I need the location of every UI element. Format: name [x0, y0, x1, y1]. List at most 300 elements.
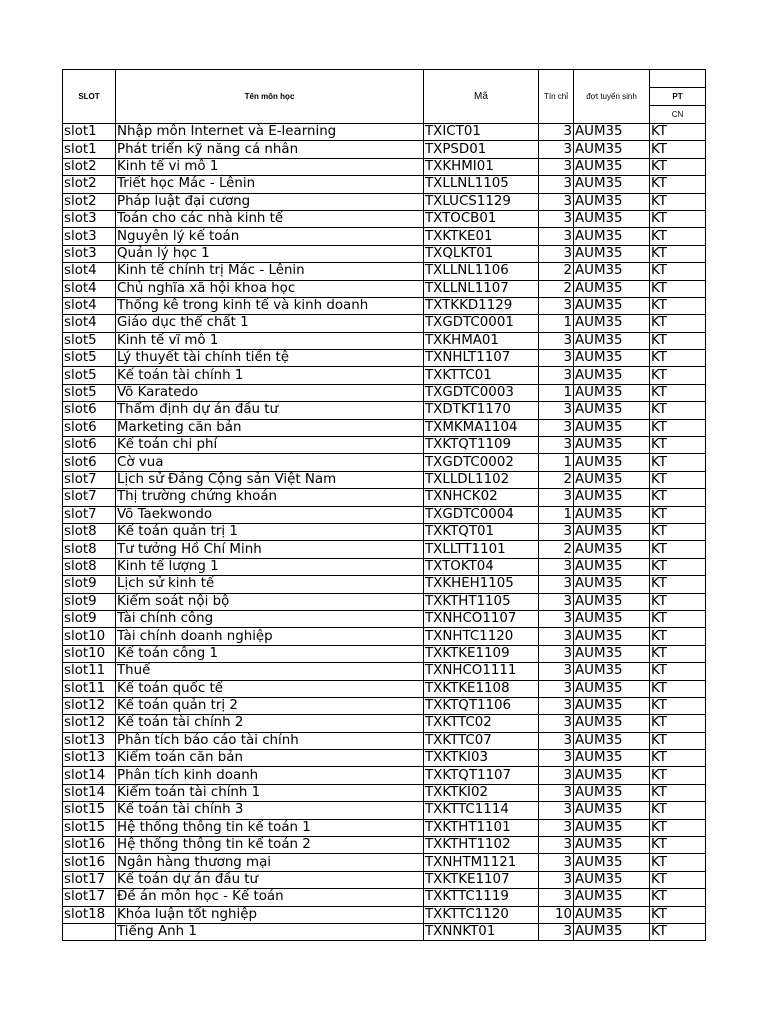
- cell-pt: KT: [650, 297, 706, 314]
- cell-course-name: Kinh tế chính trị Mác - Lênin: [116, 263, 424, 280]
- cell-admission-round: AUM35: [574, 663, 650, 680]
- course-table: [62, 69, 706, 941]
- cell-slot: slot9: [63, 610, 116, 627]
- cell-admission-round: AUM35: [574, 228, 650, 245]
- cell-code: TXKTKE01: [424, 228, 539, 245]
- cell-code: TXNHTC1120: [424, 628, 539, 645]
- table-row: [63, 854, 706, 871]
- cell-admission-round: AUM35: [574, 523, 650, 540]
- cell-code: TXKTQT01: [424, 523, 539, 540]
- cell-admission-round: AUM35: [574, 889, 650, 906]
- cell-course-name: Kế toán quốc tế: [116, 680, 424, 697]
- cell-code: TXGDTC0003: [424, 384, 539, 401]
- cell-code: TXKTTC1119: [424, 889, 539, 906]
- table-row: [63, 245, 706, 262]
- cell-slot: slot16: [63, 854, 116, 871]
- cell-code: TXKTTC07: [424, 732, 539, 749]
- cell-admission-round: AUM35: [574, 819, 650, 836]
- cell-credits: 10: [539, 906, 574, 923]
- table-row: [63, 697, 706, 714]
- cell-slot: slot1: [63, 141, 116, 158]
- header-course-name: Tên môn học: [116, 70, 424, 124]
- cell-course-name: Ngân hàng thương mại: [116, 854, 424, 871]
- cell-slot: slot9: [63, 576, 116, 593]
- cell-pt: KT: [650, 593, 706, 610]
- cell-course-name: Hệ thống thông tin kế toán 1: [116, 819, 424, 836]
- cell-slot: [63, 923, 116, 940]
- cell-credits: 3: [539, 628, 574, 645]
- cell-code: TXLLTT1101: [424, 541, 539, 558]
- table-row: [63, 663, 706, 680]
- cell-admission-round: AUM35: [574, 193, 650, 210]
- cell-code: TXNHLT1107: [424, 350, 539, 367]
- cell-admission-round: AUM35: [574, 332, 650, 349]
- cell-credits: 1: [539, 384, 574, 401]
- cell-course-name: Kế toán dự án đầu tư: [116, 871, 424, 888]
- table-row: [63, 767, 706, 784]
- table-row: [63, 158, 706, 175]
- cell-code: TXTKKD1129: [424, 297, 539, 314]
- table-row: [63, 715, 706, 732]
- cell-admission-round: AUM35: [574, 367, 650, 384]
- cell-credits: 3: [539, 176, 574, 193]
- cell-code: TXQLKT01: [424, 245, 539, 262]
- cell-credits: 3: [539, 802, 574, 819]
- cell-code: TXNHTM1121: [424, 854, 539, 871]
- cell-admission-round: AUM35: [574, 280, 650, 297]
- cell-code: TXPSD01: [424, 141, 539, 158]
- cell-course-name: Võ Karatedo: [116, 384, 424, 401]
- cell-course-name: Tiếng Anh 1: [116, 923, 424, 940]
- cell-pt: KT: [650, 228, 706, 245]
- cell-slot: slot10: [63, 628, 116, 645]
- cell-pt: KT: [650, 367, 706, 384]
- cell-pt: KT: [650, 628, 706, 645]
- cell-pt: KT: [650, 732, 706, 749]
- cell-slot: slot13: [63, 732, 116, 749]
- cell-slot: slot8: [63, 541, 116, 558]
- cell-credits: 3: [539, 402, 574, 419]
- cell-course-name: Cờ vua: [116, 454, 424, 471]
- cell-slot: slot3: [63, 210, 116, 227]
- cell-pt: KT: [650, 402, 706, 419]
- table-row: [63, 506, 706, 523]
- cell-slot: slot4: [63, 280, 116, 297]
- cell-credits: 3: [539, 332, 574, 349]
- table-row: [63, 280, 706, 297]
- cell-slot: slot10: [63, 645, 116, 662]
- table-row: [63, 489, 706, 506]
- table-row: [63, 889, 706, 906]
- cell-admission-round: AUM35: [574, 680, 650, 697]
- cell-course-name: Võ Taekwondo: [116, 506, 424, 523]
- cell-pt: KT: [650, 332, 706, 349]
- cell-pt: KT: [650, 767, 706, 784]
- cell-credits: 3: [539, 871, 574, 888]
- table-row: [63, 384, 706, 401]
- cell-course-name: Kế toán quản trị 2: [116, 697, 424, 714]
- cell-admission-round: AUM35: [574, 593, 650, 610]
- cell-course-name: Nguyên lý kế toán: [116, 228, 424, 245]
- cell-admission-round: AUM35: [574, 558, 650, 575]
- cell-slot: slot2: [63, 193, 116, 210]
- cell-course-name: Toán cho các nhà kinh tế: [116, 210, 424, 227]
- cell-slot: slot3: [63, 228, 116, 245]
- cell-code: TXKTKE1107: [424, 871, 539, 888]
- table-row: [63, 610, 706, 627]
- cell-slot: slot6: [63, 419, 116, 436]
- cell-pt: KT: [650, 193, 706, 210]
- cell-slot: slot16: [63, 837, 116, 854]
- cell-code: TXKTTC01: [424, 367, 539, 384]
- cell-code: TXKTKE1108: [424, 680, 539, 697]
- cell-admission-round: AUM35: [574, 576, 650, 593]
- cell-credits: 2: [539, 541, 574, 558]
- cell-pt: KT: [650, 558, 706, 575]
- cell-slot: slot14: [63, 784, 116, 801]
- table-row: [63, 732, 706, 749]
- cell-pt: KT: [650, 854, 706, 871]
- cell-admission-round: AUM35: [574, 263, 650, 280]
- cell-pt: KT: [650, 871, 706, 888]
- cell-credits: 3: [539, 697, 574, 714]
- table-row: [63, 228, 706, 245]
- cell-code: TXLLNL1107: [424, 280, 539, 297]
- cell-slot: slot5: [63, 384, 116, 401]
- cell-credits: 3: [539, 558, 574, 575]
- cell-admission-round: AUM35: [574, 906, 650, 923]
- cell-pt: KT: [650, 384, 706, 401]
- cell-course-name: Kiểm soát nội bộ: [116, 593, 424, 610]
- cell-pt: KT: [650, 802, 706, 819]
- cell-credits: 3: [539, 750, 574, 767]
- cell-pt: KT: [650, 663, 706, 680]
- cell-credits: 3: [539, 245, 574, 262]
- table-row: [63, 141, 706, 158]
- cell-code: TXKTKE1109: [424, 645, 539, 662]
- cell-course-name: Kiểm toán căn bản: [116, 750, 424, 767]
- cell-slot: slot12: [63, 715, 116, 732]
- cell-course-name: Lịch sử kinh tế: [116, 576, 424, 593]
- cell-admission-round: AUM35: [574, 245, 650, 262]
- cell-course-name: Thống kê trong kinh tế và kinh doanh: [116, 297, 424, 314]
- cell-pt: KT: [650, 715, 706, 732]
- cell-code: TXLLNL1106: [424, 263, 539, 280]
- cell-course-name: Tư tưởng Hồ Chí Minh: [116, 541, 424, 558]
- cell-pt: KT: [650, 610, 706, 627]
- cell-pt: KT: [650, 923, 706, 940]
- cell-slot: slot6: [63, 437, 116, 454]
- table-row: [63, 419, 706, 436]
- cell-slot: slot17: [63, 889, 116, 906]
- cell-slot: slot9: [63, 593, 116, 610]
- cell-credits: 3: [539, 593, 574, 610]
- cell-credits: 3: [539, 645, 574, 662]
- cell-credits: 3: [539, 576, 574, 593]
- cell-pt: KT: [650, 280, 706, 297]
- cell-pt: KT: [650, 576, 706, 593]
- cell-pt: KT: [650, 437, 706, 454]
- cell-pt: KT: [650, 506, 706, 523]
- cell-course-name: Chủ nghĩa xã hội khoa học: [116, 280, 424, 297]
- header-admission-round: đợt tuyển sinh: [574, 70, 650, 124]
- cell-slot: slot17: [63, 871, 116, 888]
- table-header: [63, 70, 706, 124]
- cell-code: TXKTQT1106: [424, 697, 539, 714]
- cell-course-name: Thị trường chứng khoán: [116, 489, 424, 506]
- cell-slot: slot8: [63, 523, 116, 540]
- cell-course-name: Nhập môn Internet và E-learning: [116, 124, 424, 141]
- table-row: [63, 402, 706, 419]
- cell-credits: 3: [539, 158, 574, 175]
- cell-credits: 3: [539, 819, 574, 836]
- cell-slot: slot14: [63, 767, 116, 784]
- cell-slot: slot5: [63, 367, 116, 384]
- cell-admission-round: AUM35: [574, 784, 650, 801]
- table-row: [63, 523, 706, 540]
- header-slot: SLOT: [63, 70, 116, 124]
- cell-code: TXNNKT01: [424, 923, 539, 940]
- cell-code: TXNHCK02: [424, 489, 539, 506]
- cell-course-name: Kế toán quản trị 1: [116, 523, 424, 540]
- cell-credits: 3: [539, 784, 574, 801]
- cell-course-name: Kế toán công 1: [116, 645, 424, 662]
- cell-code: TXLLDL1102: [424, 471, 539, 488]
- cell-slot: slot6: [63, 454, 116, 471]
- cell-course-name: Thẩm định dự án đầu tư: [116, 402, 424, 419]
- cell-credits: 3: [539, 767, 574, 784]
- header-credits: Tín chỉ: [539, 70, 574, 124]
- cell-pt: KT: [650, 697, 706, 714]
- cell-admission-round: AUM35: [574, 645, 650, 662]
- cell-course-name: Hệ thống thông tin kế toán 2: [116, 837, 424, 854]
- cell-pt: KT: [650, 471, 706, 488]
- table-row: [63, 593, 706, 610]
- cell-admission-round: AUM35: [574, 715, 650, 732]
- cell-slot: slot2: [63, 176, 116, 193]
- cell-credits: 3: [539, 228, 574, 245]
- cell-admission-round: AUM35: [574, 124, 650, 141]
- cell-admission-round: AUM35: [574, 454, 650, 471]
- cell-code: TXKHMA01: [424, 332, 539, 349]
- cell-admission-round: AUM35: [574, 419, 650, 436]
- cell-admission-round: AUM35: [574, 610, 650, 627]
- cell-admission-round: AUM35: [574, 437, 650, 454]
- cell-course-name: Tài chính doanh nghiệp: [116, 628, 424, 645]
- cell-pt: KT: [650, 141, 706, 158]
- cell-slot: slot11: [63, 663, 116, 680]
- cell-code: TXLUCS1129: [424, 193, 539, 210]
- cell-credits: 3: [539, 367, 574, 384]
- cell-admission-round: AUM35: [574, 837, 650, 854]
- cell-credits: 1: [539, 315, 574, 332]
- cell-code: TXDTKT1170: [424, 402, 539, 419]
- cell-credits: 1: [539, 454, 574, 471]
- cell-admission-round: AUM35: [574, 750, 650, 767]
- cell-credits: 3: [539, 663, 574, 680]
- cell-course-name: Đề án môn học - Kế toán: [116, 889, 424, 906]
- table-row: [63, 367, 706, 384]
- cell-pt: KT: [650, 489, 706, 506]
- cell-slot: slot3: [63, 245, 116, 262]
- table-row: [63, 437, 706, 454]
- table-row: [63, 906, 706, 923]
- cell-course-name: Kế toán tài chính 3: [116, 802, 424, 819]
- cell-pt: KT: [650, 680, 706, 697]
- table-row: [63, 210, 706, 227]
- cell-slot: slot7: [63, 506, 116, 523]
- cell-pt: KT: [650, 210, 706, 227]
- cell-course-name: Phân tích báo cáo tài chính: [116, 732, 424, 749]
- cell-code: TXKHMI01: [424, 158, 539, 175]
- cell-code: TXNHCO1111: [424, 663, 539, 680]
- table-row: [63, 350, 706, 367]
- cell-course-name: Khóa luận tốt nghiệp: [116, 906, 424, 923]
- cell-pt: KT: [650, 245, 706, 262]
- cell-slot: slot5: [63, 350, 116, 367]
- cell-code: TXTOCB01: [424, 210, 539, 227]
- cell-code: TXKTHT1101: [424, 819, 539, 836]
- cell-pt: KT: [650, 645, 706, 662]
- cell-admission-round: AUM35: [574, 767, 650, 784]
- cell-credits: 1: [539, 506, 574, 523]
- header-cn: CN: [650, 106, 706, 124]
- cell-code: TXKHEH1105: [424, 576, 539, 593]
- cell-course-name: Quản lý học 1: [116, 245, 424, 262]
- table-row: [63, 193, 706, 210]
- cell-credits: 3: [539, 837, 574, 854]
- cell-code: TXKTTC1114: [424, 802, 539, 819]
- table-row: [63, 750, 706, 767]
- cell-pt: KT: [650, 315, 706, 332]
- cell-pt: KT: [650, 784, 706, 801]
- cell-course-name: Marketing căn bản: [116, 419, 424, 436]
- cell-admission-round: AUM35: [574, 350, 650, 367]
- table-row: [63, 628, 706, 645]
- table-row: [63, 871, 706, 888]
- cell-slot: slot6: [63, 402, 116, 419]
- cell-credits: 3: [539, 732, 574, 749]
- cell-credits: 2: [539, 280, 574, 297]
- table-row: [63, 124, 706, 141]
- cell-course-name: Kinh tế vi mô 1: [116, 158, 424, 175]
- table-row: [63, 176, 706, 193]
- cell-code: TXTOKT04: [424, 558, 539, 575]
- cell-pt: KT: [650, 124, 706, 141]
- cell-credits: 3: [539, 854, 574, 871]
- cell-course-name: Tài chính công: [116, 610, 424, 627]
- cell-code: TXKTTC1120: [424, 906, 539, 923]
- cell-admission-round: AUM35: [574, 541, 650, 558]
- table-row: [63, 541, 706, 558]
- cell-course-name: Kinh tế vĩ mô 1: [116, 332, 424, 349]
- cell-course-name: Phân tích kinh doanh: [116, 767, 424, 784]
- cell-course-name: Thuế: [116, 663, 424, 680]
- cell-admission-round: AUM35: [574, 732, 650, 749]
- cell-slot: slot12: [63, 697, 116, 714]
- cell-slot: slot8: [63, 558, 116, 575]
- cell-pt: KT: [650, 454, 706, 471]
- cell-slot: slot2: [63, 158, 116, 175]
- cell-admission-round: AUM35: [574, 802, 650, 819]
- cell-code: TXKTQT1107: [424, 767, 539, 784]
- cell-pt: KT: [650, 906, 706, 923]
- cell-admission-round: AUM35: [574, 628, 650, 645]
- cell-slot: slot4: [63, 315, 116, 332]
- cell-admission-round: AUM35: [574, 141, 650, 158]
- cell-code: TXGDTC0001: [424, 315, 539, 332]
- cell-credits: 3: [539, 350, 574, 367]
- cell-slot: slot4: [63, 297, 116, 314]
- cell-course-name: Triết học Mác - Lênin: [116, 176, 424, 193]
- cell-admission-round: AUM35: [574, 871, 650, 888]
- cell-pt: KT: [650, 889, 706, 906]
- cell-admission-round: AUM35: [574, 923, 650, 940]
- cell-code: TXICT01: [424, 124, 539, 141]
- cell-code: TXLLNL1105: [424, 176, 539, 193]
- cell-credits: 3: [539, 297, 574, 314]
- cell-credits: 3: [539, 489, 574, 506]
- cell-slot: slot5: [63, 332, 116, 349]
- cell-credits: 2: [539, 471, 574, 488]
- cell-admission-round: AUM35: [574, 506, 650, 523]
- cell-code: TXKTTC02: [424, 715, 539, 732]
- cell-credits: 3: [539, 437, 574, 454]
- table-row: [63, 576, 706, 593]
- cell-slot: slot11: [63, 680, 116, 697]
- cell-slot: slot15: [63, 802, 116, 819]
- cell-course-name: Kinh tế lượng 1: [116, 558, 424, 575]
- cell-credits: 3: [539, 889, 574, 906]
- cell-admission-round: AUM35: [574, 697, 650, 714]
- table-row: [63, 819, 706, 836]
- cell-admission-round: AUM35: [574, 471, 650, 488]
- cell-course-name: Pháp luật đại cương: [116, 193, 424, 210]
- cell-pt: KT: [650, 837, 706, 854]
- cell-admission-round: AUM35: [574, 402, 650, 419]
- table-row: [63, 923, 706, 940]
- cell-credits: 3: [539, 715, 574, 732]
- cell-admission-round: AUM35: [574, 158, 650, 175]
- cell-credits: 3: [539, 523, 574, 540]
- cell-slot: slot13: [63, 750, 116, 767]
- cell-credits: 3: [539, 193, 574, 210]
- cell-admission-round: AUM35: [574, 176, 650, 193]
- header-pt: PT: [650, 88, 706, 106]
- cell-course-name: Lịch sử Đảng Cộng sản Việt Nam: [116, 471, 424, 488]
- cell-pt: KT: [650, 750, 706, 767]
- cell-code: TXKTKI03: [424, 750, 539, 767]
- header-blank-cell: [650, 70, 706, 88]
- cell-credits: 3: [539, 124, 574, 141]
- cell-slot: slot7: [63, 471, 116, 488]
- cell-code: TXKTKI02: [424, 784, 539, 801]
- cell-pt: KT: [650, 419, 706, 436]
- cell-admission-round: AUM35: [574, 489, 650, 506]
- table-body: [63, 124, 706, 941]
- cell-credits: 2: [539, 263, 574, 280]
- cell-pt: KT: [650, 523, 706, 540]
- cell-credits: 3: [539, 680, 574, 697]
- cell-code: TXKTQT1109: [424, 437, 539, 454]
- cell-slot: slot18: [63, 906, 116, 923]
- cell-course-name: Lý thuyết tài chính tiền tệ: [116, 350, 424, 367]
- table-row: [63, 837, 706, 854]
- cell-slot: slot15: [63, 819, 116, 836]
- cell-code: TXNHCO1107: [424, 610, 539, 627]
- cell-slot: slot7: [63, 489, 116, 506]
- cell-code: TXKTHT1105: [424, 593, 539, 610]
